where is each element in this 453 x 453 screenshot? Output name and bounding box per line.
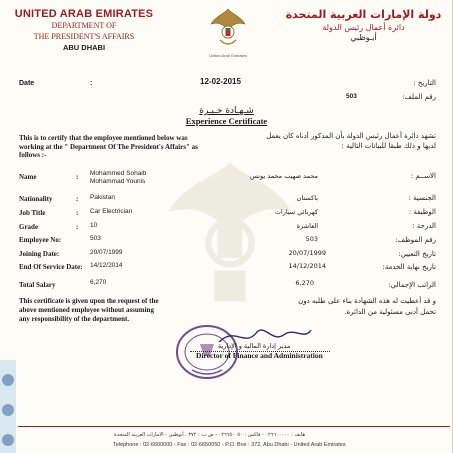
end-of-service-value-en: 14/12/2014 [90,262,123,269]
joining-date-value-en: 20/07/1999 [90,249,123,256]
uae-emblem-icon [208,6,248,52]
employee-no-value-en: 503 [90,235,101,242]
employee-no-label: Employee No: [19,236,62,244]
job-title-label: Job Title [19,209,46,217]
nationality-value-ar: باكستان [296,194,318,202]
date-colon: : [90,80,93,87]
emblem-caption: United Arab Emirates [209,53,247,58]
joining-date-label: Joining Date: [19,250,60,258]
end-of-service-label-ar: تاريخ نهاية الخدمة: [382,263,436,271]
intro-english: This is to certify that the employee mentioned below was working at the " Department Of The President's Affairs" as follows :- [19,134,198,159]
footer-contact-arabic: هاتف : ٠٢٦٦٠٠٠٠٠ - فاكس : ٠٢٦٦٥٠٠٥٠ - ص.ب : ٣٧٢ ، أبوظبي - الامارات العربية المتحدة [114,432,306,438]
colon: : [76,195,79,203]
city-en: ABU DHABI [62,43,106,52]
colon: : [76,223,79,231]
grade-label-ar: الدرجة : [412,222,436,230]
job-title-value-en: Car Electrician [90,208,133,215]
intro-arabic: تشهد دائرة أعمال رئيس الدولة بأن المذكور أدناه كان يعمل لديها و ذلك طبقا للبيانات التالية : [266,132,436,150]
colon: : [76,209,79,217]
employee-no-value-ar: 503 [305,235,318,243]
title-arabic: شـهـادة خـبـرة [199,106,254,116]
total-salary-value-en: 6,270 [90,279,107,286]
department-line2-en: THE PRESIDENT'S AFFAIRS [33,32,135,41]
decorative-border-icon [0,360,16,453]
grade-value-en: 10 [90,222,98,229]
end-of-service-label: End Of Service Date: [19,263,83,271]
name-value-ar: محمد صهيب محمد يونس [249,172,318,180]
joining-date-label-ar: تاريخ التعيين: [398,250,436,258]
department-line1-en: DEPARTMENT OF [51,21,117,30]
ref-label-ar: رقم الملف: [402,93,436,101]
ref-value: 503 [346,93,357,100]
header-arabic [281,8,446,42]
country-name-en: UNITED ARAB EMIRATES [14,8,154,20]
disclaimer-english: This certificate is given upon the request of the above mentioned employee without assuming any responsibility of the department. [19,297,159,323]
name-label: Name [19,173,37,181]
footer-divider [18,426,450,427]
nationality-label-ar: الجنسية : [408,194,436,202]
employee-no-label-ar: رقم الموظف: [395,236,436,244]
department-ar: دائرة أعمال رئيس الدولة [322,23,405,32]
title-english: Experience Certificate [185,116,268,126]
grade-value-ar: العاشرة [296,222,318,230]
grade-label: Grade [19,223,39,231]
end-of-service-value-ar: 14/12/2014 [288,262,326,270]
footer-contact-english: Telephone : 02-6600000 - Fax : 02-6650050 - P.O. Box : 372, Abu Dhabi - United Arab Emirates [113,442,346,448]
date-value: 12-02-2015 [200,77,241,86]
colon: : [76,173,79,181]
city-ar: أبـوظبي [350,33,377,42]
date-label: Date [19,80,35,87]
name-label-ar: الاســم : [410,172,436,180]
name-value-en: Mohammed Sohaib Mohammad Younis [90,170,147,185]
job-title-value-ar: كهربائي سيارات [274,208,318,216]
total-salary-label: Total Salary [19,281,56,289]
job-title-label-ar: الوظيفة : [408,208,436,216]
disclaimer-arabic: و قد أعطيت له هذه الشهادة بناء على طلبه دون تحمل أدنى مسئولية من الدائرة. [298,297,436,316]
date-label-ar: التاريخ : [413,79,436,87]
country-name-ar: دولة الإمارات العربية المتحدة [285,8,442,21]
director-title-english: Director of Finance and Administration [196,351,323,360]
total-salary-value-ar: 6,270 [295,279,314,287]
header-english [4,8,164,52]
joining-date-value-ar: 20/07/1999 [288,249,326,257]
nationality-label: Nationality [19,195,53,203]
nationality-value-en: Pakistan [90,194,115,201]
director-title-arabic: مدير إدارة المالية و الإدارية [218,342,291,350]
total-salary-label-ar: الراتب الإجمالي: [388,281,436,289]
